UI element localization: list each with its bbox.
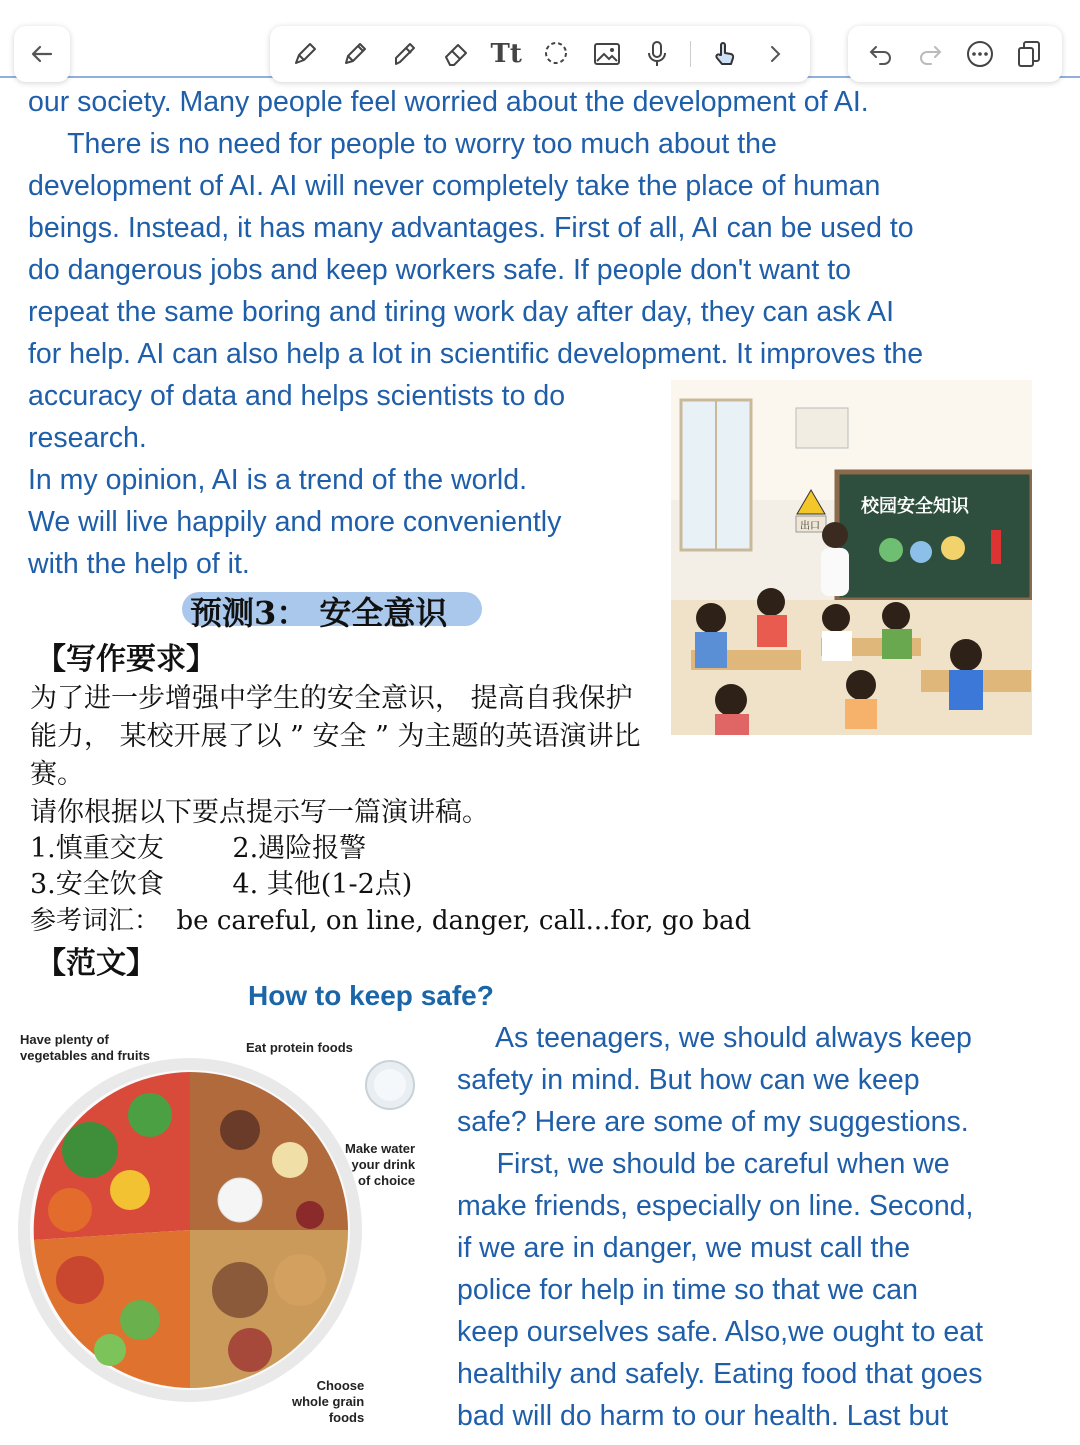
eraser-icon[interactable] [439, 37, 473, 71]
toolbar-separator [690, 41, 691, 67]
plate-label-grain: Choose whole grain foods [292, 1378, 365, 1425]
model-essay-heading: 【范文】 [36, 946, 156, 981]
undo-icon[interactable] [864, 37, 898, 71]
essay-line: police for help in time so that we can [457, 1274, 918, 1306]
plate-label-protein: Eat protein foods [246, 1040, 353, 1055]
essay-title: How to keep safe? [248, 980, 494, 1011]
text-icon[interactable]: Tt [490, 39, 522, 69]
note-line: 1.慎重交友 2.遇险报警 [30, 833, 367, 864]
redo-icon[interactable] [913, 37, 947, 71]
essay-line: our society. Many people feel worried about the development of AI. [28, 86, 869, 118]
action-bar [848, 26, 1062, 82]
tool-palette [270, 26, 810, 82]
essay-line: development of AI. AI will never completely take the place of human [28, 170, 881, 202]
note-line: 请你根据以下要点提示写一篇演讲稿。 [30, 797, 489, 828]
essay-line: make friends, especially on line. Second, [457, 1190, 974, 1222]
requirement-heading: 【写作要求】 [36, 642, 216, 677]
plate-label-vegetables: Have plenty of vegetables and fruits [20, 1032, 151, 1063]
essay-line: research. [28, 422, 147, 454]
note-line: 能力， 某校开展了以 ” 安全 ” 为主题的英语演讲比 [30, 721, 641, 752]
essay-line: accuracy of data and helps scientists to do [28, 380, 566, 412]
forecast-title: 预测3： 安全意识 [190, 594, 448, 632]
essay-line: There is no need for people to worry too much about the [28, 128, 777, 160]
chevron-right-icon[interactable] [758, 37, 792, 71]
essay-line: healthily and safely. Eating food that goes [457, 1358, 983, 1390]
essay-line: bad will do harm to our health. Last but [457, 1400, 949, 1432]
microphone-icon[interactable] [640, 37, 674, 71]
essay-line: safety in mind. But how can we keep [457, 1064, 920, 1096]
essay-line: for help. AI can also help a lot in scientific development. It improves the [28, 338, 924, 370]
highlighter-icon[interactable] [389, 37, 423, 71]
exit-sign: 出口 [800, 521, 820, 532]
lasso-icon[interactable] [539, 37, 573, 71]
classroom-safety-image[interactable] [671, 380, 1032, 735]
essay-line: First, we should be careful when we [457, 1148, 950, 1180]
note-line: 为了进一步增强中学生的安全意识， 提高自我保护 [30, 683, 633, 714]
more-icon[interactable] [963, 37, 997, 71]
essay-line: beings. Instead, it has many advantages. First of all, AI can be used to [28, 212, 914, 244]
pen-icon[interactable] [288, 37, 322, 71]
pencil-icon[interactable] [338, 37, 372, 71]
essay-line: As teenagers, we should always keep [457, 1022, 972, 1054]
essay-line: We will live happily and more conveniently [28, 506, 562, 538]
hand-pointer-icon[interactable] [708, 37, 742, 71]
note-line: 3.安全饮食 4. 其他(1-2点) [30, 869, 413, 900]
image-icon[interactable] [590, 37, 624, 71]
pages-icon[interactable] [1012, 37, 1046, 71]
plate-label-water: Make water your drink of choice [345, 1141, 416, 1188]
arrow-left-icon [25, 37, 59, 71]
essay-line: repeat the same boring and tiring work day after day, they can ask AI [28, 296, 895, 328]
back-button[interactable] [14, 26, 70, 82]
essay-line: safe? Here are some of my suggestions. [457, 1106, 969, 1138]
healthy-plate-image[interactable] [0, 1020, 440, 1440]
essay-line: keep ourselves safe. Also,we ought to eat [457, 1316, 983, 1348]
blackboard-text: 校园安全知识 [861, 496, 969, 517]
note-line: 赛。 [30, 759, 84, 790]
vocabulary-line: 参考词汇： be careful, on line, danger, call...for, go bad [30, 906, 752, 936]
essay-line: do dangerous jobs and keep workers safe. If people don't want to [28, 254, 851, 286]
essay-line: if we are in danger, we must call the [457, 1232, 911, 1264]
essay-line: In my opinion, AI is a trend of the world. [28, 464, 528, 496]
essay-line: with the help of it. [28, 548, 250, 580]
